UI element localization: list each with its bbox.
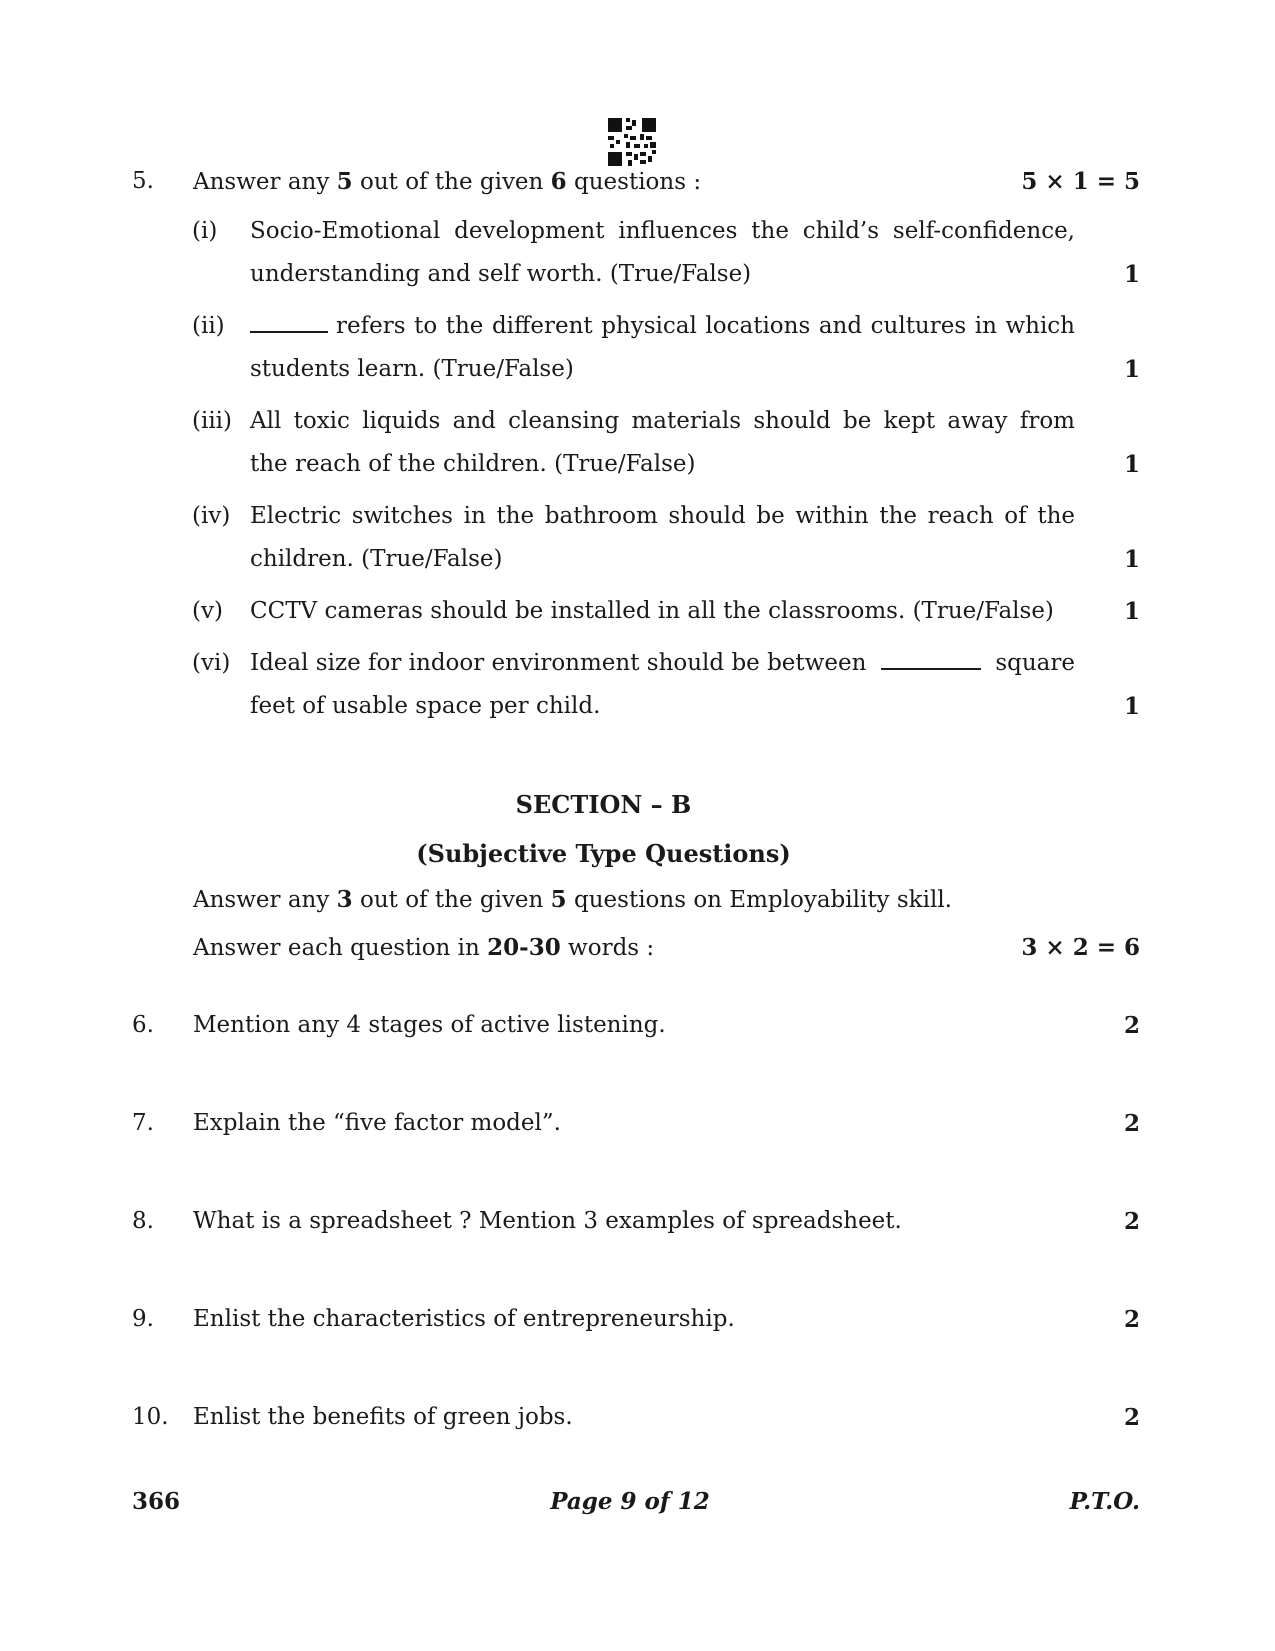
q5-item-line1: refers to the different physical locations and cultures in which bbox=[250, 313, 1075, 339]
section-title: SECTION – B bbox=[515, 790, 692, 819]
question-5-number: 5. bbox=[132, 168, 154, 194]
paper-code: 366 bbox=[132, 1488, 181, 1515]
section-subtitle: (Subjective Type Questions) bbox=[416, 839, 791, 868]
q5-item-marks: 1 bbox=[1123, 451, 1140, 478]
section-instruction-1: Answer any 3 out of the given 5 questions on Employability skill. bbox=[193, 886, 952, 913]
question-number: 6. bbox=[132, 1012, 154, 1038]
q5-item-line1: Ideal size for indoor environment should be between square bbox=[250, 650, 1075, 676]
q5-item-line1: Electric switches in the bathroom should be within the reach of the bbox=[250, 503, 1075, 529]
question-marks: 2 bbox=[1123, 1404, 1140, 1431]
q5-item-label: (i) bbox=[192, 218, 218, 244]
q5-item-label: (v) bbox=[192, 598, 223, 624]
q5-item-line2: students learn. (True/False) bbox=[250, 356, 574, 382]
q5-item-marks: 1 bbox=[1123, 546, 1140, 573]
q5-item-marks: 1 bbox=[1123, 261, 1140, 288]
q5-item-line1: Socio-Emotional development influences the child’s self-confidence, bbox=[250, 218, 1075, 244]
question-marks: 2 bbox=[1123, 1306, 1140, 1333]
qr-code-icon bbox=[608, 118, 656, 166]
q5-item-line2: understanding and self worth. (True/False) bbox=[250, 261, 752, 287]
question-text: Mention any 4 stages of active listening. bbox=[193, 1012, 666, 1038]
answer-blank bbox=[250, 313, 328, 333]
question-5-marks: 5 × 1 = 5 bbox=[1021, 168, 1140, 195]
q5-item-label: (vi) bbox=[192, 650, 231, 676]
page-number: Page 9 of 12 bbox=[550, 1488, 710, 1515]
q5-item-label: (ii) bbox=[192, 313, 225, 339]
question-text: Explain the “five factor model”. bbox=[193, 1110, 561, 1136]
question-marks: 2 bbox=[1123, 1110, 1140, 1137]
q5-item-line1: CCTV cameras should be installed in all the classrooms. (True/False) bbox=[250, 598, 1054, 624]
question-number: 9. bbox=[132, 1306, 154, 1332]
q5-item-label: (iii) bbox=[192, 408, 233, 434]
question-text: Enlist the characteristics of entrepreneurship. bbox=[193, 1306, 735, 1332]
q5-item-marks: 1 bbox=[1123, 598, 1140, 625]
pto-label: P.T.O. bbox=[1069, 1488, 1140, 1515]
question-marks: 2 bbox=[1123, 1012, 1140, 1039]
q5-item-marks: 1 bbox=[1123, 693, 1140, 720]
q5-item-line2: the reach of the children. (True/False) bbox=[250, 451, 696, 477]
question-5-text: Answer any 5 out of the given 6 questions : bbox=[193, 168, 702, 195]
q5-item-line1: All toxic liquids and cleansing materials should be kept away from bbox=[250, 408, 1075, 434]
question-number: 10. bbox=[132, 1404, 169, 1430]
q5-item-marks: 1 bbox=[1123, 356, 1140, 383]
section-instruction-2: Answer each question in 20-30 words : bbox=[193, 934, 655, 961]
question-number: 7. bbox=[132, 1110, 154, 1136]
question-text: Enlist the benefits of green jobs. bbox=[193, 1404, 573, 1430]
section-marks: 3 × 2 = 6 bbox=[1021, 934, 1140, 961]
q5-item-line2: feet of usable space per child. bbox=[250, 693, 601, 719]
q5-item-line2: children. (True/False) bbox=[250, 546, 503, 572]
question-number: 8. bbox=[132, 1208, 154, 1234]
q5-item-label: (iv) bbox=[192, 503, 231, 529]
question-marks: 2 bbox=[1123, 1208, 1140, 1235]
question-text: What is a spreadsheet ? Mention 3 examples of spreadsheet. bbox=[193, 1208, 902, 1234]
answer-blank bbox=[881, 650, 981, 670]
